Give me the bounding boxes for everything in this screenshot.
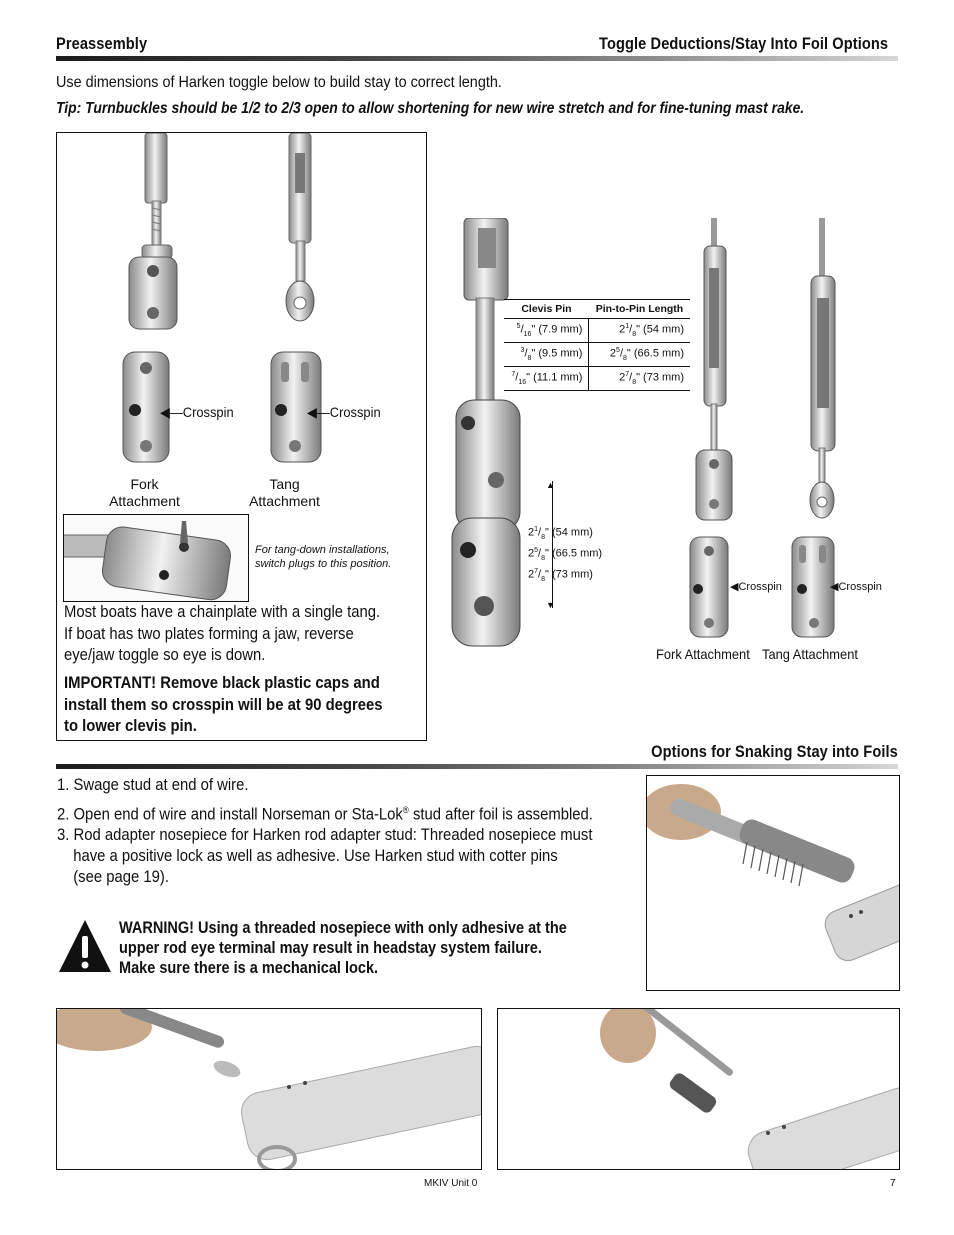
clevis-pin-table — [504, 299, 690, 391]
intro-text: Use dimensions of Harken toggle below to build stay to correct length. — [56, 74, 502, 91]
table-row: $^3/_8$" (9.5 mm) $2^5/_8$" (66.5 mm) — [504, 342, 690, 366]
tip-text: Tip: Turnbuckles should be 1/2 to 2/3 open to allow shortening for new wire stretch and for fine-tuning mast rake. — [56, 100, 805, 117]
section-title-preassembly: Preassembly — [56, 34, 148, 53]
rod-adapter-photo — [497, 1008, 900, 1170]
warning-icon — [57, 918, 113, 974]
dimension-arrow-bottom: ▼ — [546, 600, 555, 610]
crosspin-arrow-right-fork: ◀Crosspin — [730, 581, 782, 593]
tang-down-note: For tang-down installations, switch plugs to this position. — [255, 544, 392, 570]
snaking-step-1: 1. Swage stud at end of wire. — [57, 776, 249, 794]
fork-attachment-caption: Fork Attachment — [109, 476, 180, 509]
toggle-dimension-photo — [448, 218, 558, 658]
header-rule — [56, 56, 898, 61]
norseman-wire-photo — [56, 1008, 482, 1170]
turnbuckle-tang-photo — [798, 218, 848, 528]
chainplate-paragraph: Most boats have a chainplate with a single tang. If boat has two plates forming a jaw, reverse eye/jaw toggle so eye is down. — [64, 603, 381, 664]
warning-text: WARNING! Using a threaded nosepiece with only adhesive at the upper rod eye terminal may result in headstay system failure. Make sure there is a mechanical lock. — [119, 919, 567, 977]
important-notice: IMPORTANT! Remove black plastic caps and install them so crosspin will be at 90 degrees to lower clevis pin. — [64, 674, 383, 735]
toggle-instructions-panel — [56, 132, 427, 741]
fork-attachment-right-caption: Fork Attachment — [656, 646, 750, 662]
table-header-clevis-pin: Clevis Pin — [504, 300, 589, 319]
dimension-labels: $2^1/_8$" (54 mm) $2^5/_8$" (66.5 mm) $2^7/_8$" (73 mm) — [528, 526, 603, 583]
tang-attachment-caption: Tang Attachment — [249, 476, 320, 509]
fork-attachment-small-photo — [686, 535, 736, 640]
tang-down-inset-photo — [63, 514, 249, 602]
fork-toggle-photo — [117, 133, 217, 338]
crosspin-arrow-fork: ◀—Crosspin — [160, 404, 234, 420]
section-title-snaking: Options for Snaking Stay into Foils — [651, 742, 898, 761]
footer-unit: MKIV Unit 0 — [424, 1178, 478, 1189]
tang-toggle-photo — [267, 133, 347, 338]
turnbuckle-fork-photo — [690, 218, 740, 528]
table-row: $^7/_{16}$" (11.1 mm) $2^7/_8$" (73 mm) — [504, 366, 690, 390]
snaking-rule — [56, 764, 898, 769]
table-header-pin-length: Pin-to-Pin Length — [589, 300, 690, 319]
crosspin-arrow-right-tang: ◀Crosspin — [830, 581, 882, 593]
tang-attachment-right-caption: Tang Attachment — [762, 646, 858, 662]
crosspin-arrow-tang: ◀—Crosspin — [307, 404, 381, 420]
section-title-toggle-deductions: Toggle Deductions/Stay Into Foil Options — [598, 34, 888, 53]
snaking-step-3: 3. Rod adapter nosepiece for Harken rod adapter stud: Threaded nosepiece must have a positive lock as well as adhesive. Use Harken stud with cotter pins (see page 19). — [57, 826, 593, 886]
page-number: 7 — [890, 1178, 896, 1189]
dimension-arrow-top: ▲ — [546, 480, 555, 490]
table-row: $^5/_{16}$" (7.9 mm) $2^1/_8$" (54 mm) — [504, 319, 690, 343]
snaking-step-2: 2. Open end of wire and install Norseman or Sta-Lok® stud after foil is assembled. — [57, 805, 593, 824]
swage-stud-photo — [646, 775, 900, 991]
